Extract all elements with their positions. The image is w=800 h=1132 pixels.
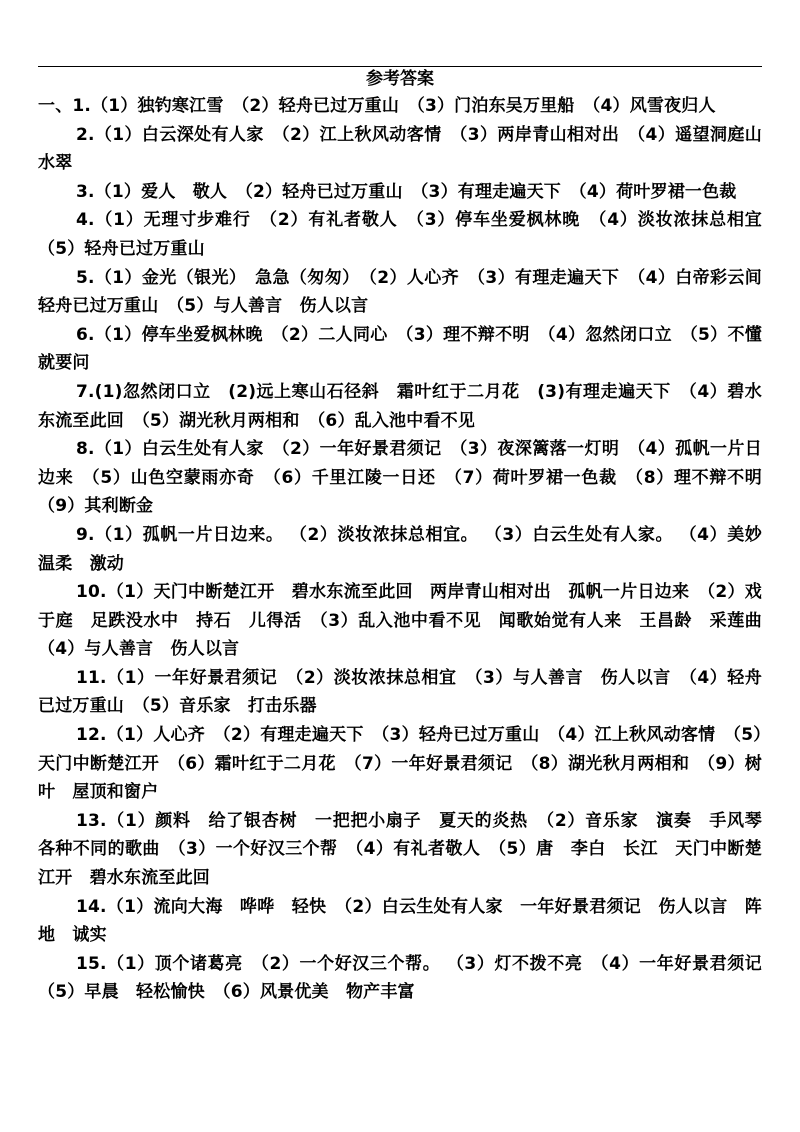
answer-item-4: 4.（1）无理寸步难行 （2）有礼者敬人 （3）停车坐爱枫林晚 （4）淡妆浓抹总相宜 （5）轻舟已过万重山 [38,210,780,259]
top-divider [38,66,762,67]
answer-item-6: 6.（1）停车坐爱枫林晚 （2）二人同心 （3）理不辩不明 （4）忽然闭口立 （5）不懂就要问 [38,324,762,374]
answer-item-9: 9.（1）孤帆一片日边来。 （2）淡妆浓抹总相宜。 （3）白云生处有人家。 （4）美妙 温柔 激动 [38,524,780,574]
answer-item-12: 12.（1）人心齐 （2）有理走遍天下 （3）轻舟已过万重山 （4）江上秋风动客情 （5）天门中断楚江开 （6）霜叶红于二月花 （7）一年好景君须记 （8）湖光秋月两相和 （9）树叶 屋顶和窗户 [38,725,762,803]
answer-item-7: 7.(1)忽然闭口立 (2)远上寒山石径斜 霜叶红于二月花 (3)有理走遍天下 （4）碧水东流至此回 （5）湖光秋月两相和 （6）乱入池中看不见 [38,381,762,431]
answer-item-1: 一、1.（1）独钓寒江雪 （2）轻舟已过万重山 （3）门泊东吴万里船 （4）风雪夜归人 [38,96,716,116]
answer-item-11: 11.（1）一年好景君须记 （2）淡妆浓抹总相宜 （3）与人善言 伤人以言 （4）轻舟已过万重山 （5）音乐家 打击乐器 [38,667,762,717]
answer-item-2: 2.（1）白云深处有人家 （2）江上秋风动客情 （3）两岸青山相对出 （4）遥望洞庭山水翠 [38,124,762,174]
answer-item-14: 14.（1）流向大海 哗哗 轻快 （2）白云生处有人家 一年好景君须记 伤人以言 阵地 诚实 [38,896,762,946]
answer-item-13: 13.（1）颜料 给了银杏树 一把把小扇子 夏天的炎热 （2）音乐家 演奏 手风琴 各种不同的歌曲 （3）一个好汉三个帮 （4）有礼者敬人 （5）唐 李白 长江 天门中断楚江开 碧水东流至此回 [38,810,780,889]
answer-list [38,92,780,1007]
page-title: 参考答案 [366,69,434,89]
answer-item-8: 8.（1）白云生处有人家 （2）一年好景君须记 （3）夜深篱落一灯明 （4）孤帆一片日边来 （5）山色空蒙雨亦奇 （6）千里江陵一日还 （7）荷叶罗裙一色裁 （8）理不辩不明 （9）其利断金 [38,439,780,517]
answer-item-10: 10.（1）天门中断楚江开 碧水东流至此回 两岸青山相对出 孤帆一片日边来 （2）戏于庭 足跌没水中 持石 儿得活 （3）乱入池中看不见 闻歌始觉有人来 王昌龄 采莲曲 （4）与人善言 伤人以言 [38,582,780,660]
answer-item-3: 3.（1）爱人 敬人 （2）轻舟已过万重山 （3）有理走遍天下 （4）荷叶罗裙一色裁 [76,181,737,202]
answer-item-5: 5.（1）金光（银光） 急急（匆匆） （2）人心齐 （3）有理走遍天下 （4）白帝彩云间 轻舟已过万重山 （5）与人善言 伤人以言 [38,267,780,317]
answer-item-15: 15.（1）顶个诸葛亮 （2）一个好汉三个帮。 （3）灯不拨不亮 （4）一年好景君须记 （5）早晨 轻松愉快 （6）风景优美 物产丰富 [38,953,780,1003]
